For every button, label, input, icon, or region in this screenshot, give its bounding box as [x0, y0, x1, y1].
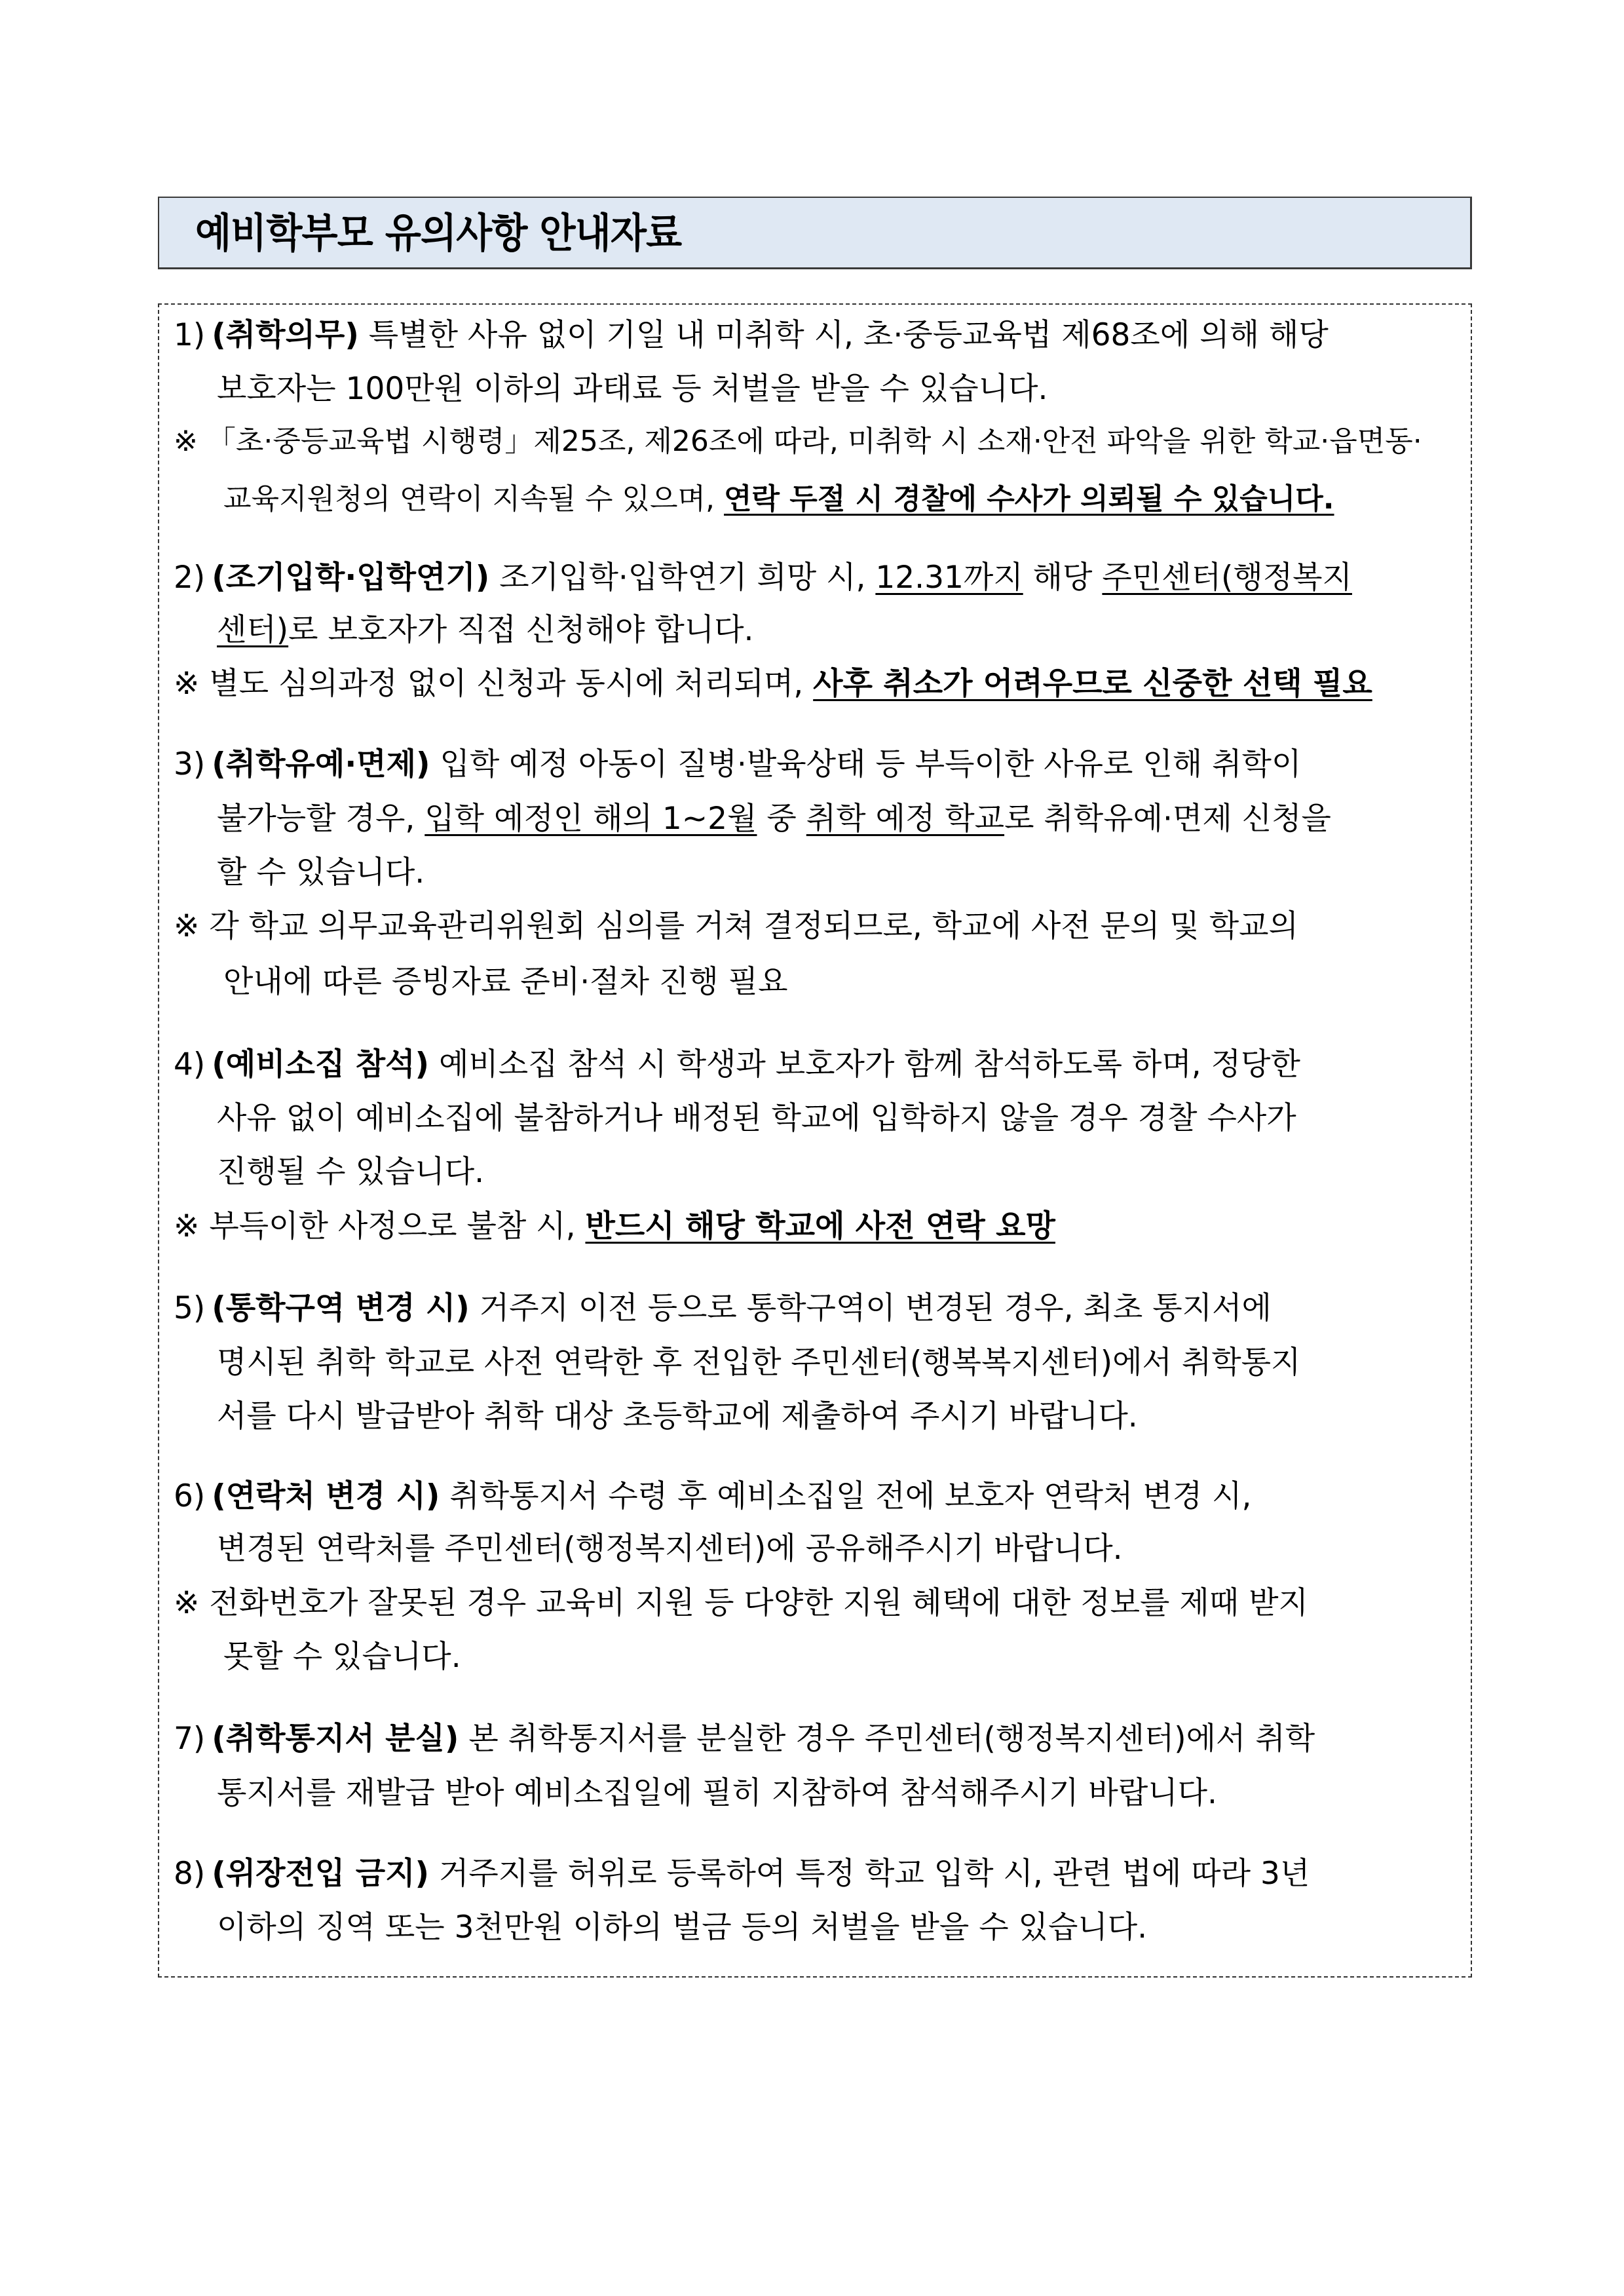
note-text: 전화번호가 잘못된 경우 교육비 지원 등 다양한 지원 혜택에 대한 정보를 제때 받지 — [209, 1585, 1308, 1621]
item-heading: (취학유예·면제) — [212, 746, 430, 782]
note-text: 부득이한 사정으로 불참 시, — [209, 1208, 586, 1244]
note-text: 「초·중등교육법 시행령」제25조, 제26조에 따라, 미취학 시 소재·안전 파악을 위한 학교·읍면동· — [206, 425, 1422, 458]
school-emphasis: 취학 예정 학교 — [806, 801, 1005, 837]
item-2-line-2 — [217, 611, 753, 650]
item-6-note-line-1 — [174, 1584, 1308, 1623]
item-text: 거주지 이전 등으로 통학구역이 변경된 경우, 최초 통지서에 — [479, 1290, 1272, 1326]
deadline-emphasis: 12.31까지 — [875, 560, 1023, 596]
item-heading: (위장전입 금지) — [212, 1856, 429, 1892]
item-3-line-3: 할 수 있습니다. — [217, 854, 425, 890]
item-heading: (취학의무) — [212, 317, 359, 353]
note-emphasis: 연락 두절 시 경찰에 수사가 의뢰될 수 있습니다. — [723, 482, 1334, 516]
item-text: 거주지를 허위로 등록하여 특정 학교 입학 시, 관련 법에 따라 3년 — [438, 1856, 1310, 1892]
item-text: 로 보호자가 직접 신청해야 합니다. — [288, 612, 754, 648]
reference-mark-icon: ※ — [174, 1585, 200, 1621]
item-2-note — [174, 664, 1372, 704]
item-heading: (취학통지서 분실) — [212, 1721, 459, 1757]
item-4-line-2: 사유 없이 예비소집에 불참하거나 배정된 학교에 입학하지 않을 경우 경찰 수사가 — [217, 1100, 1296, 1136]
office-emphasis: 주민센터(행정복지 — [1102, 560, 1352, 596]
page-title: 예비학부모 유의사항 안내자료 — [195, 209, 682, 257]
item-6-line-2: 변경된 연락처를 주민센터(행정복지센터)에 공유해주시기 바랍니다. — [217, 1531, 1123, 1567]
reference-mark-icon: ※ — [174, 908, 200, 944]
item-1-note-line-1 — [174, 422, 1422, 461]
item-text: 취학통지서 수령 후 예비소집일 전에 보호자 연락처 변경 시, — [449, 1478, 1252, 1514]
item-6-line-1 — [174, 1477, 1251, 1516]
note-text: 교육지원청의 연락이 지속될 수 있으며, — [223, 482, 724, 516]
item-number: 8) — [174, 1856, 206, 1892]
item-number: 5) — [174, 1290, 206, 1326]
item-3-line-1 — [174, 745, 1301, 784]
item-3-note-line-1 — [174, 907, 1298, 946]
item-heading: (통학구역 변경 시) — [212, 1290, 470, 1326]
reference-mark-icon: ※ — [174, 666, 200, 702]
period-emphasis: 입학 예정인 해의 1~2월 — [425, 801, 757, 837]
item-7-line-2: 통지서를 재발급 받아 예비소집일에 필히 지참하여 참석해주시기 바랍니다. — [217, 1775, 1217, 1811]
item-text: 조기입학·입학연기 희망 시, — [499, 560, 876, 596]
item-5-line-2: 명시된 취학 학교로 사전 연락한 후 전입한 주민센터(행복복지센터)에서 취학통지 — [217, 1345, 1301, 1381]
item-text: 예비소집 참석 시 학생과 보호자가 함께 참석하도록 하며, 정당한 — [438, 1046, 1300, 1082]
item-1-line-1 — [174, 316, 1329, 355]
item-7-line-1 — [174, 1719, 1315, 1759]
item-heading: (예비소집 참석) — [212, 1046, 429, 1082]
item-3-line-2 — [217, 799, 1331, 839]
item-text: 입학 예정 아동이 질병·발육상태 등 부득이한 사유로 인해 취학이 — [440, 746, 1302, 782]
item-text: 로 취학유예·면제 신청을 — [1004, 801, 1331, 837]
notice-content-box — [158, 303, 1472, 1978]
reference-mark-icon: ※ — [174, 1208, 200, 1244]
item-number: 4) — [174, 1046, 206, 1082]
item-6-note-line-2: 못할 수 있습니다. — [223, 1639, 461, 1675]
note-text: 별도 심의과정 없이 신청과 동시에 처리되며, — [209, 666, 814, 702]
note-emphasis: 사후 취소가 어려우므로 신중한 선택 필요 — [813, 666, 1372, 702]
item-4-note — [174, 1207, 1055, 1246]
office-emphasis: 센터) — [217, 612, 289, 648]
item-heading: (연락처 변경 시) — [212, 1478, 440, 1514]
item-text: 본 취학통지서를 분실한 경우 주민센터(행정복지센터)에서 취학 — [468, 1721, 1315, 1757]
item-heading: (조기입학·입학연기) — [212, 560, 490, 596]
reference-mark-icon: ※ — [174, 425, 198, 458]
item-text: 특별한 사유 없이 기일 내 미취학 시, 초·중등교육법 제68조에 의해 해당 — [368, 317, 1329, 353]
item-text: 불가능할 경우, — [217, 801, 425, 837]
item-8-line-2: 이하의 징역 또는 3천만원 이하의 벌금 등의 처벌을 받을 수 있습니다. — [217, 1909, 1148, 1945]
item-number: 6) — [174, 1478, 206, 1514]
item-number: 1) — [174, 317, 206, 353]
note-emphasis: 반드시 해당 학교에 사전 연락 요망 — [585, 1208, 1055, 1244]
item-1-note-line-2 — [223, 480, 1334, 519]
item-8-line-1 — [174, 1854, 1310, 1894]
item-3-note-line-2: 안내에 따른 증빙자료 준비·절차 진행 필요 — [223, 964, 788, 1000]
item-4-line-3: 진행될 수 있습니다. — [217, 1154, 485, 1190]
item-number: 2) — [174, 560, 206, 596]
item-text: 해당 — [1023, 560, 1103, 596]
item-4-line-1 — [174, 1045, 1300, 1084]
item-number: 3) — [174, 746, 206, 782]
note-text: 각 학교 의무교육관리위원회 심의를 거쳐 결정되므로, 학교에 사전 문의 및 학교의 — [209, 908, 1298, 944]
item-text: 중 — [757, 801, 806, 837]
item-5-line-3: 서를 다시 발급받아 취학 대상 초등학교에 제출하여 주시기 바랍니다. — [217, 1398, 1138, 1434]
item-5-line-1 — [174, 1289, 1272, 1328]
item-2-line-1 — [174, 558, 1352, 598]
item-number: 7) — [174, 1721, 206, 1757]
item-1-line-2: 보호자는 100만원 이하의 과태료 등 처벌을 받을 수 있습니다. — [217, 371, 1048, 407]
title-box — [158, 197, 1472, 269]
